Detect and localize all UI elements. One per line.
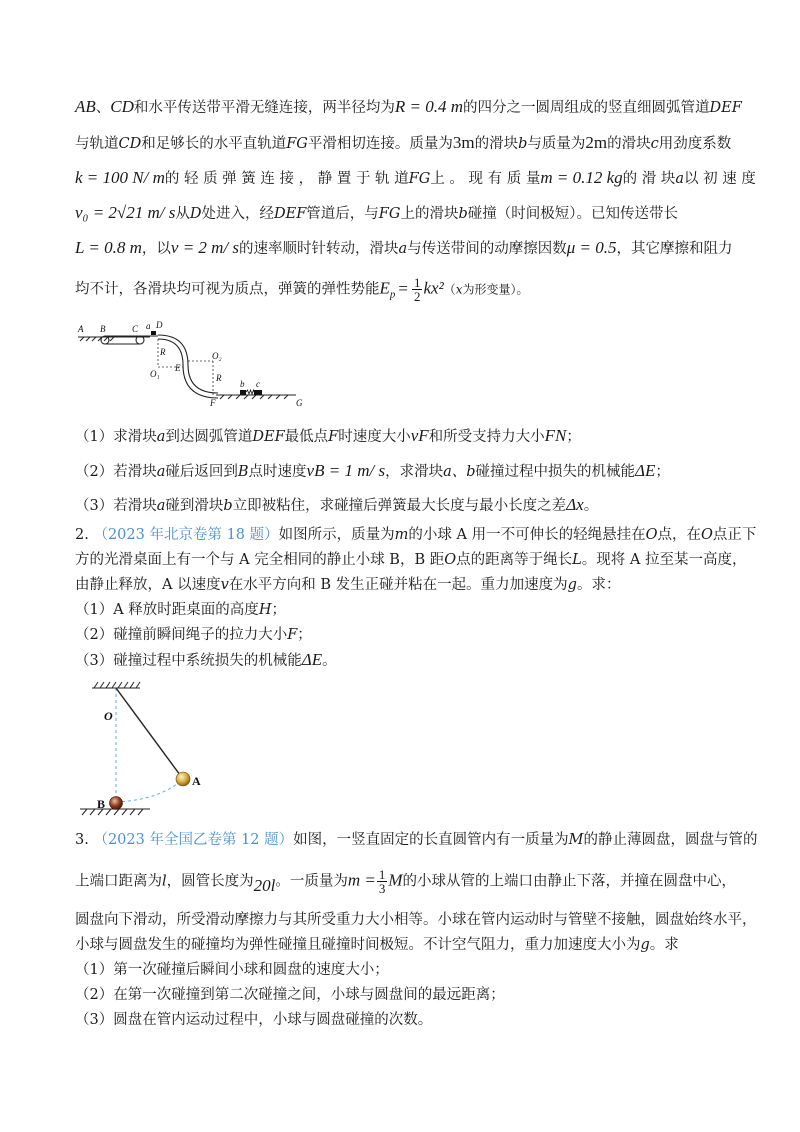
label-R2: R	[216, 373, 222, 383]
label-DEF: DEF	[252, 429, 285, 445]
p1-line-4	[75, 202, 735, 225]
math-dE: ΔE	[635, 461, 656, 480]
math-vF: vF	[410, 426, 429, 445]
p1-line-5	[75, 237, 735, 260]
q3-sub-1	[75, 959, 735, 981]
text: 由静止释放，A 以速度	[75, 577, 221, 593]
label-a: a	[398, 241, 408, 257]
text: 立即被粘住，求碰撞后弹簧最大长度与最小长度之差	[232, 498, 567, 514]
label-a: a	[146, 321, 151, 331]
math-v0: v₀ = 2√21 m/ s	[75, 203, 176, 222]
label-CD: CD	[118, 136, 142, 152]
text: 碰后返回到	[165, 464, 238, 480]
math-R: R = 0.4 m	[394, 97, 464, 116]
text: 为形变量）。	[462, 282, 529, 297]
text: 从	[175, 206, 190, 222]
text: 小球与圆盘发生的碰撞均为弹性碰撞且碰撞时间极短。不计空气阻力，重力加速度大小为	[75, 937, 641, 953]
track-diagram	[70, 315, 340, 415]
label-D: D	[189, 206, 202, 222]
text: ，求滑块	[385, 464, 444, 480]
text: 。一质量为	[275, 873, 348, 890]
var-L: L	[572, 552, 582, 568]
text: 用劲度系数	[658, 136, 732, 152]
math-CD: CD	[110, 97, 134, 116]
q2-sub-3	[75, 649, 735, 672]
math-dE: ΔE	[301, 650, 323, 669]
text: （2）在第一次碰撞到第二次碰撞之间，小球与圆盘间的最远距离；	[75, 987, 505, 1003]
label-FG: FG	[408, 171, 431, 187]
ball-B	[110, 797, 123, 810]
question-source: （2023 年北京卷第 18 题）	[93, 527, 279, 543]
slider-b	[240, 390, 246, 395]
label-a: a	[675, 171, 685, 187]
slider-a	[151, 331, 156, 335]
q1-sub-2	[75, 460, 735, 483]
text: ，其它摩擦和阻力	[616, 241, 733, 257]
var-M: M	[568, 832, 584, 848]
frac-den: 2	[413, 289, 421, 304]
text: （2）若滑块	[75, 464, 157, 480]
ground-FG	[216, 395, 296, 399]
question-source: （2023 年全国乙卷第 12 题）	[93, 832, 294, 848]
text: 最低点	[284, 429, 329, 445]
radius-lines	[158, 339, 213, 395]
text: （2）碰撞前瞬间绳子的拉力大小	[75, 627, 288, 643]
label-a: a	[156, 464, 166, 480]
text: ；	[566, 429, 581, 445]
label-FG: FG	[378, 206, 401, 222]
text: （3）圆盘在管内运动过程中，小球与圆盘碰撞的次数。	[75, 1012, 433, 1028]
label-O1: O₁	[150, 369, 160, 379]
var-g: g	[640, 937, 650, 953]
label-A: A	[78, 324, 84, 334]
text: ；	[297, 627, 312, 643]
text: 均不计，各滑块均可视为质点，弹簧的弹性势能	[75, 281, 380, 298]
label-DEF: DEF	[274, 206, 307, 222]
label-F: F	[210, 398, 216, 408]
var-O: O	[645, 527, 658, 543]
label-B: B	[237, 464, 249, 480]
q3-sub-2	[75, 984, 735, 1006]
text: ，以	[141, 241, 171, 257]
label-c: c	[256, 379, 260, 389]
text: 的四分之一圆周组成的竖直细圆弧管道	[463, 100, 710, 116]
label-D: D	[156, 320, 163, 330]
text: 和足够长的水平直轨道	[141, 136, 287, 152]
label-O: O	[104, 709, 113, 723]
label-c: c	[650, 136, 659, 152]
text: 上端口距离为	[75, 873, 162, 890]
text: 点时速度	[248, 464, 307, 480]
math-L: L = 0.8 m	[75, 238, 142, 257]
swing-arc	[116, 779, 183, 802]
text: （3）碰撞过程中系统损失的机械能	[75, 653, 302, 669]
math-Ep: E	[379, 278, 390, 298]
q2-line-3	[75, 574, 735, 596]
label-R1: R	[160, 347, 166, 357]
var-H: H	[258, 602, 272, 618]
label-E: E	[175, 363, 181, 373]
q3-line-1	[75, 829, 758, 851]
label-b: b	[223, 498, 233, 514]
q3-line-4	[75, 934, 735, 956]
math-eq: =	[398, 278, 408, 298]
frac-num: 1	[378, 867, 386, 882]
text: （1）A 释放时距桌面的高度	[75, 602, 259, 618]
text: （3）若滑块	[75, 498, 157, 514]
text: 圆盘向下滑动，所受滑动摩擦力与其所受重力大小相等。小球在管内运动时与管壁不接触，圆盘始终水平，	[75, 912, 757, 928]
math-mu: μ = 0.5	[566, 238, 617, 257]
q3-line-3	[75, 909, 757, 931]
text: 与轨道	[75, 136, 119, 152]
text: 点，在	[657, 527, 701, 543]
math-FN: FN	[544, 426, 567, 445]
label-G: G	[296, 398, 303, 408]
text: 碰到滑块	[165, 498, 224, 514]
question-number: 2.	[75, 527, 89, 543]
math-20l: 20l	[253, 875, 276, 895]
frac-num: 1	[413, 275, 421, 290]
text: 如图，一竖直固定的长直圆管内有一质量为	[293, 832, 569, 848]
p1-line-1	[75, 96, 742, 119]
text: 方的光滑桌面上有一个与 A 完全相同的静止小球 B，B 距	[75, 552, 445, 568]
text: 的滑块	[607, 136, 651, 152]
text: 与传送带间的动摩擦因数	[407, 241, 567, 257]
ceiling	[92, 682, 140, 688]
var-m: m	[394, 527, 409, 543]
text: 。现将 A 拉至某一高度，	[581, 552, 747, 568]
text: ；	[655, 464, 670, 480]
text: 的速率顺时针转动，滑块	[239, 241, 399, 257]
text: 的静止薄圆盘，圆盘与管的	[583, 832, 758, 848]
text: 时速度大小	[338, 429, 411, 445]
q1-sub-1	[75, 425, 735, 448]
question-number: 3.	[75, 832, 89, 848]
pendulum-diagram	[80, 678, 230, 823]
label-F: F	[328, 429, 339, 445]
text: 点正下	[712, 527, 757, 543]
label-b: b	[240, 379, 245, 389]
label-a: a	[156, 429, 166, 445]
q3-sub-3	[75, 1009, 735, 1031]
q2-line-2	[75, 549, 747, 571]
frac-den: 3	[378, 881, 386, 896]
p1-line-6	[75, 276, 735, 305]
text: 和水平传送带平滑无缝连接，两半径均为	[133, 100, 395, 116]
label-a: a	[156, 498, 166, 514]
math-k: k = 100 N/ m	[75, 168, 165, 187]
text: ，圆管长度为	[166, 873, 254, 890]
var-O: O	[444, 552, 457, 568]
ground-AB	[78, 337, 150, 341]
p1-line-2	[75, 132, 735, 155]
label-FG: FG	[286, 136, 308, 152]
math-m: m = 0.12 kg	[540, 168, 623, 187]
math-vB: vB = 1 m/ s	[306, 461, 386, 480]
math-m-eq: m =	[347, 870, 376, 890]
label-B: B	[97, 797, 106, 811]
label-x: x	[455, 282, 463, 297]
text: 。	[583, 498, 599, 514]
label-ab: a、b	[443, 464, 476, 480]
text: 的 滑 块	[622, 171, 676, 187]
math-3m: 3m	[452, 133, 475, 152]
var-F: F	[287, 627, 298, 643]
var-v: v	[220, 577, 229, 593]
text: 。求	[649, 937, 679, 953]
text: 与质量为	[527, 136, 586, 152]
q2-line-1	[75, 524, 757, 546]
math-AB: AB	[75, 97, 96, 116]
label-A: A	[192, 774, 201, 788]
text: 的小球从管的上端口由静止下落，并撞在圆盘中心，	[402, 873, 737, 890]
label-B: B	[100, 324, 106, 334]
text: 的 轻 质 弹 簧 连 接 ， 静 置 于 轨 道	[164, 171, 409, 187]
text: 碰撞过程中损失的机械能	[475, 464, 636, 480]
text: 和所受支持力大小	[428, 429, 545, 445]
q1-sub-3	[75, 494, 735, 517]
text: （1）求滑块	[75, 429, 157, 445]
math-dx: Δx	[566, 495, 584, 514]
text: 。	[322, 653, 337, 669]
text: 碰撞（时间极短）。已知传送带长	[467, 206, 678, 222]
p1-line-3	[75, 167, 756, 190]
q2-sub-2	[75, 624, 735, 646]
text: 在水平方向和 B 发生正碰并粘在一起。重力加速度为	[228, 577, 568, 593]
q3-line-2	[75, 868, 735, 895]
text: 的小球 A 用一不可伸长的轻绳悬挂在	[408, 527, 646, 543]
math-v: v = 2 m/ s	[170, 238, 240, 257]
text: ；	[271, 602, 286, 618]
label-b: b	[458, 206, 468, 222]
var-O: O	[700, 527, 713, 543]
text: （1）第一次碰撞后瞬间小球和圆盘的速度大小；	[75, 962, 389, 978]
label-C: C	[132, 324, 139, 334]
math-Ep-sub: p	[389, 288, 396, 301]
text: 平滑相切连接。质量为	[307, 136, 453, 152]
text: 到达圆弧管道	[165, 429, 253, 445]
math-2m: 2m	[585, 133, 608, 152]
text: 处进入，经	[201, 206, 275, 222]
var-g: g	[567, 577, 577, 593]
fraction-third	[377, 868, 388, 895]
label-O2: O₂	[212, 351, 222, 361]
text: 上的滑块	[400, 206, 459, 222]
math-M: M	[388, 870, 403, 890]
fraction-half	[412, 276, 423, 303]
text: 上 。 现 有 质 量	[430, 171, 541, 187]
text: 管道后，与	[306, 206, 379, 222]
text: （	[443, 282, 456, 297]
table-surface	[80, 809, 150, 815]
rope	[116, 688, 183, 779]
text: 如图所示，质量为	[278, 527, 395, 543]
label-b: b	[518, 136, 528, 152]
text: 的滑块	[474, 136, 519, 152]
q2-sub-1	[75, 599, 735, 621]
math-kx2: kx²	[423, 278, 444, 298]
var-l: l	[162, 873, 167, 890]
ball-A	[176, 772, 190, 786]
text: 。求：	[576, 577, 621, 593]
text: 以 初 速 度	[684, 171, 756, 187]
label-DEF: DEF	[709, 100, 742, 116]
text: 点的距离等于绳长	[456, 552, 573, 568]
sep: 、	[95, 100, 111, 116]
